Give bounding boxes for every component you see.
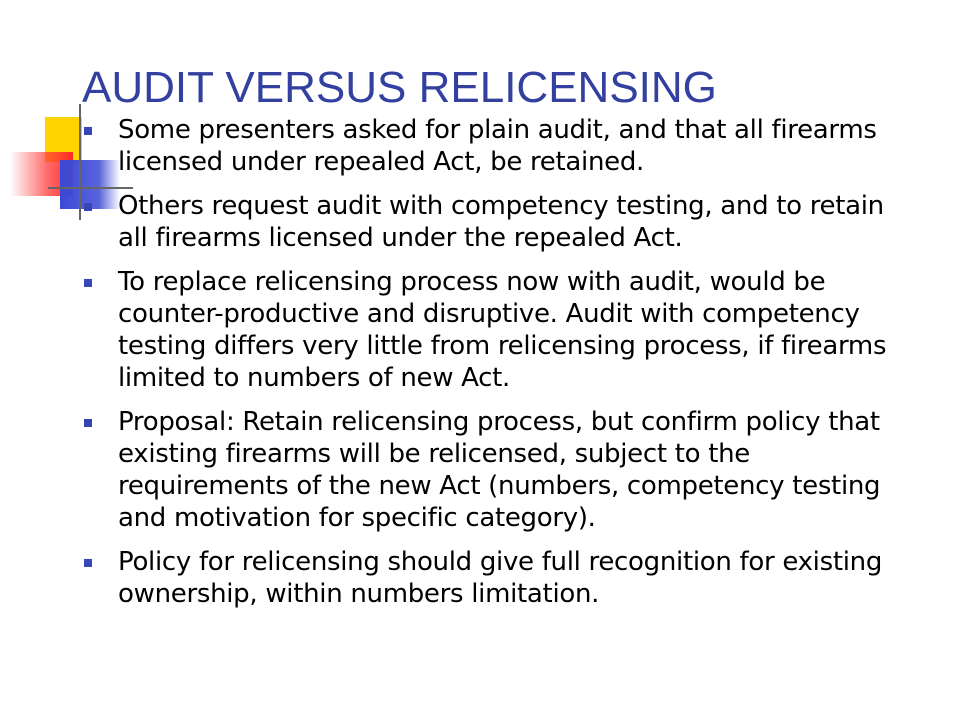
- bullet-item-competency-testing: [118, 190, 908, 254]
- square-bullet-icon: [84, 419, 92, 427]
- vertical-rule: [79, 104, 81, 220]
- square-bullet-icon: [84, 127, 92, 135]
- bullet-item-policy: [118, 546, 908, 610]
- slide-title: AUDIT VERSUS RELICENSING: [82, 63, 717, 112]
- bullet-text: Policy for relicensing should give full recognition for existing ownership, within numbers limitation.: [118, 547, 883, 609]
- bullet-item-proposal: [118, 406, 908, 534]
- bullet-text: Others request audit with competency testing, and to retain all firearms licensed under the repealed Act.: [118, 191, 884, 253]
- bullet-text: Some presenters asked for plain audit, and that all firearms licensed under repealed Act, be retained.: [118, 115, 877, 177]
- bullet-list: [118, 114, 908, 622]
- square-bullet-icon: [84, 559, 92, 567]
- bullet-item-plain-audit: [118, 114, 908, 178]
- bullet-item-replace-relicensing: [118, 266, 908, 394]
- bullet-text: Proposal: Retain relicensing process, but confirm policy that existing firearms will be relicensed, subject to the requirements of the new Act (numbers, competency testing and motivation for specific category).: [118, 407, 881, 533]
- bullet-text: To replace relicensing process now with audit, would be counter-productive and disruptive. Audit with competency testing differs very little from relicensing process, if firearms limited to numbers of new Act.: [118, 267, 887, 393]
- blue-gradient-square: [60, 160, 120, 209]
- square-bullet-icon: [84, 203, 92, 211]
- square-bullet-icon: [84, 279, 92, 287]
